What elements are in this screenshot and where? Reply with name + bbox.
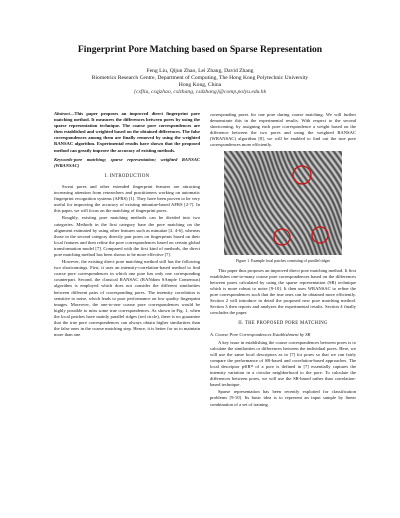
intro-paragraph-1: Sweat pores and other extended fingerprint features are attracting increasing attention from researchers and practitioners working on automatic fingerprint recognition systems (AFRS) [1]. They have been proven to be very useful for improving the accuracy of existing minutiae-based AFRS [2-7]. In this paper, we will focus on the matching of fingerprint pores. xyxy=(54,183,200,214)
right-paragraph-2: This paper thus proposes an improved direct pore matching method. It first establishes one-to-many coarse pore correspondences based on the differences between pores calculated by using the sparse representation (SR) technique which is more robust to noise [9-10]. It then uses WRANSAC to refine the pore correspondences such that the true ones can be obtained more efficiently. Section 2 will introduce in detail the proposed new pore matching method. Section 3 then reports and analyzes the experimental results. Section 4 finally concludes the paper. xyxy=(210,267,356,316)
right-paragraph-3: A key issue in establishing the coarse correspondences between pores is to calculate the similarities or differences between the individual pores. Here, we will use the same local descriptors as in [7] for pores so that we can fairly compare the performance of SR-based and correlation-based approaches. The local descriptor p∈Rᴹ of a pore is defined in [7] essentially captures the intensity variation in a circular neighborhood to the pore. To calculate the differences between pores, we will use the SR-based rather than correlation-based technique. xyxy=(210,339,356,388)
section-2-heading: II. THE PROPOSED PORE MATCHING xyxy=(238,321,328,327)
author-emails[interactable]: {csfliu, csqjzhao, cslzhang, csdzhang}@comp.polyu.edu.hk xyxy=(133,89,267,95)
right-paragraph-4: Sparse representation has been recently exploited for classification problems [9-10]. Its basic idea is to represent an input sample by linear combination of a set of training xyxy=(210,389,356,407)
abstract xyxy=(54,111,200,154)
author-affiliation: Biometrics Research Centre, Department of Computing, The Hong Kong Polytechnic University xyxy=(91,75,309,81)
intro-paragraph-2: Roughly, existing pore matching methods can be divided into two categories. Methods in the first category base the pore matching on the alignment estimated by using other features such as minutiae [2, 4-6], whereas those in the second category directly pair pores on fingerprints based on their local features and then refine the pore correspondences based on certain global transformation model [7]. Compared with the first kind of methods, the direct pore matching method has been shown to be more effective [7]. xyxy=(54,215,200,257)
paper-title: Fingerprint Pore Matching based on Sparse Representation xyxy=(77,44,323,55)
subsection-a-heading: A. Coarse Pore Correspondences Establishment by SR xyxy=(210,331,311,337)
figure-1-caption: Figure 1. Example local patches consisting of parallel ridges xyxy=(235,258,331,263)
abstract-label: Abstract xyxy=(54,111,70,116)
figure-1-fingerprint-image xyxy=(224,151,342,255)
section-1-heading: I. INTRODUCTION xyxy=(104,173,150,179)
intro-paragraph-3: However, the existing direct pore matching method still has the following two shortcomings. First, it uses an intensity-correlation-based method to find coarse pore correspondences in which one pore has only one corresponding counterpart. Second, the classical RANSAC (RANdom SAmple Consensus) algorithm is employed which does not consider the different similarities between different pairs of corresponding pores. The intensity correlation is sensitive to noise, which leads to poor performance on low quality fingerprint images. Moreover, the one-to-one coarse pore correspondences would be highly possible to miss some true correspondences. As shown in Fig. 1, when the local patches have mainly parallel ridges (red circle), there is no guarantee that the true pore correspondences can always obtain higher similarities than the false ones in the coarse matching step. Hence, it is better for us to maintain more than one xyxy=(54,259,200,338)
left-column xyxy=(54,111,200,339)
keywords: Keywords-pore matching; sparse representation; weighted RANSAC (WRANSAC) xyxy=(54,156,200,168)
right-column xyxy=(210,112,356,409)
author-location: Hong Kong, China xyxy=(178,82,222,88)
author-block xyxy=(20,68,380,96)
abstract-text: —This paper proposes an improved direct fingerprint pore matching method. It measures the differences between pores by using the sparse representation technique. The coarse pore correspondences are then established and weighted based on the obtained differences. The false correspondences among them are finally removed by using the weighted RANSAC algorithm. Experimental results have shown that the proposed method can greatly improve the accuracy of existing methods. xyxy=(54,111,200,153)
right-paragraph-1: corresponding pores for one pore during coarse matching. We will further demonstrate this in the experimental results. With respect to the second shortcoming, by assigning each pore correspondence a weight based on the difference between the two pores and using the weighted RANSAC (WRANSAC) algorithm [8], we will be enabled to find out the true pore correspondences more efficiently. xyxy=(210,112,356,148)
author-names: Feng Liu, Qijun Zhao, Lei Zhang, David Zhang xyxy=(146,68,254,74)
